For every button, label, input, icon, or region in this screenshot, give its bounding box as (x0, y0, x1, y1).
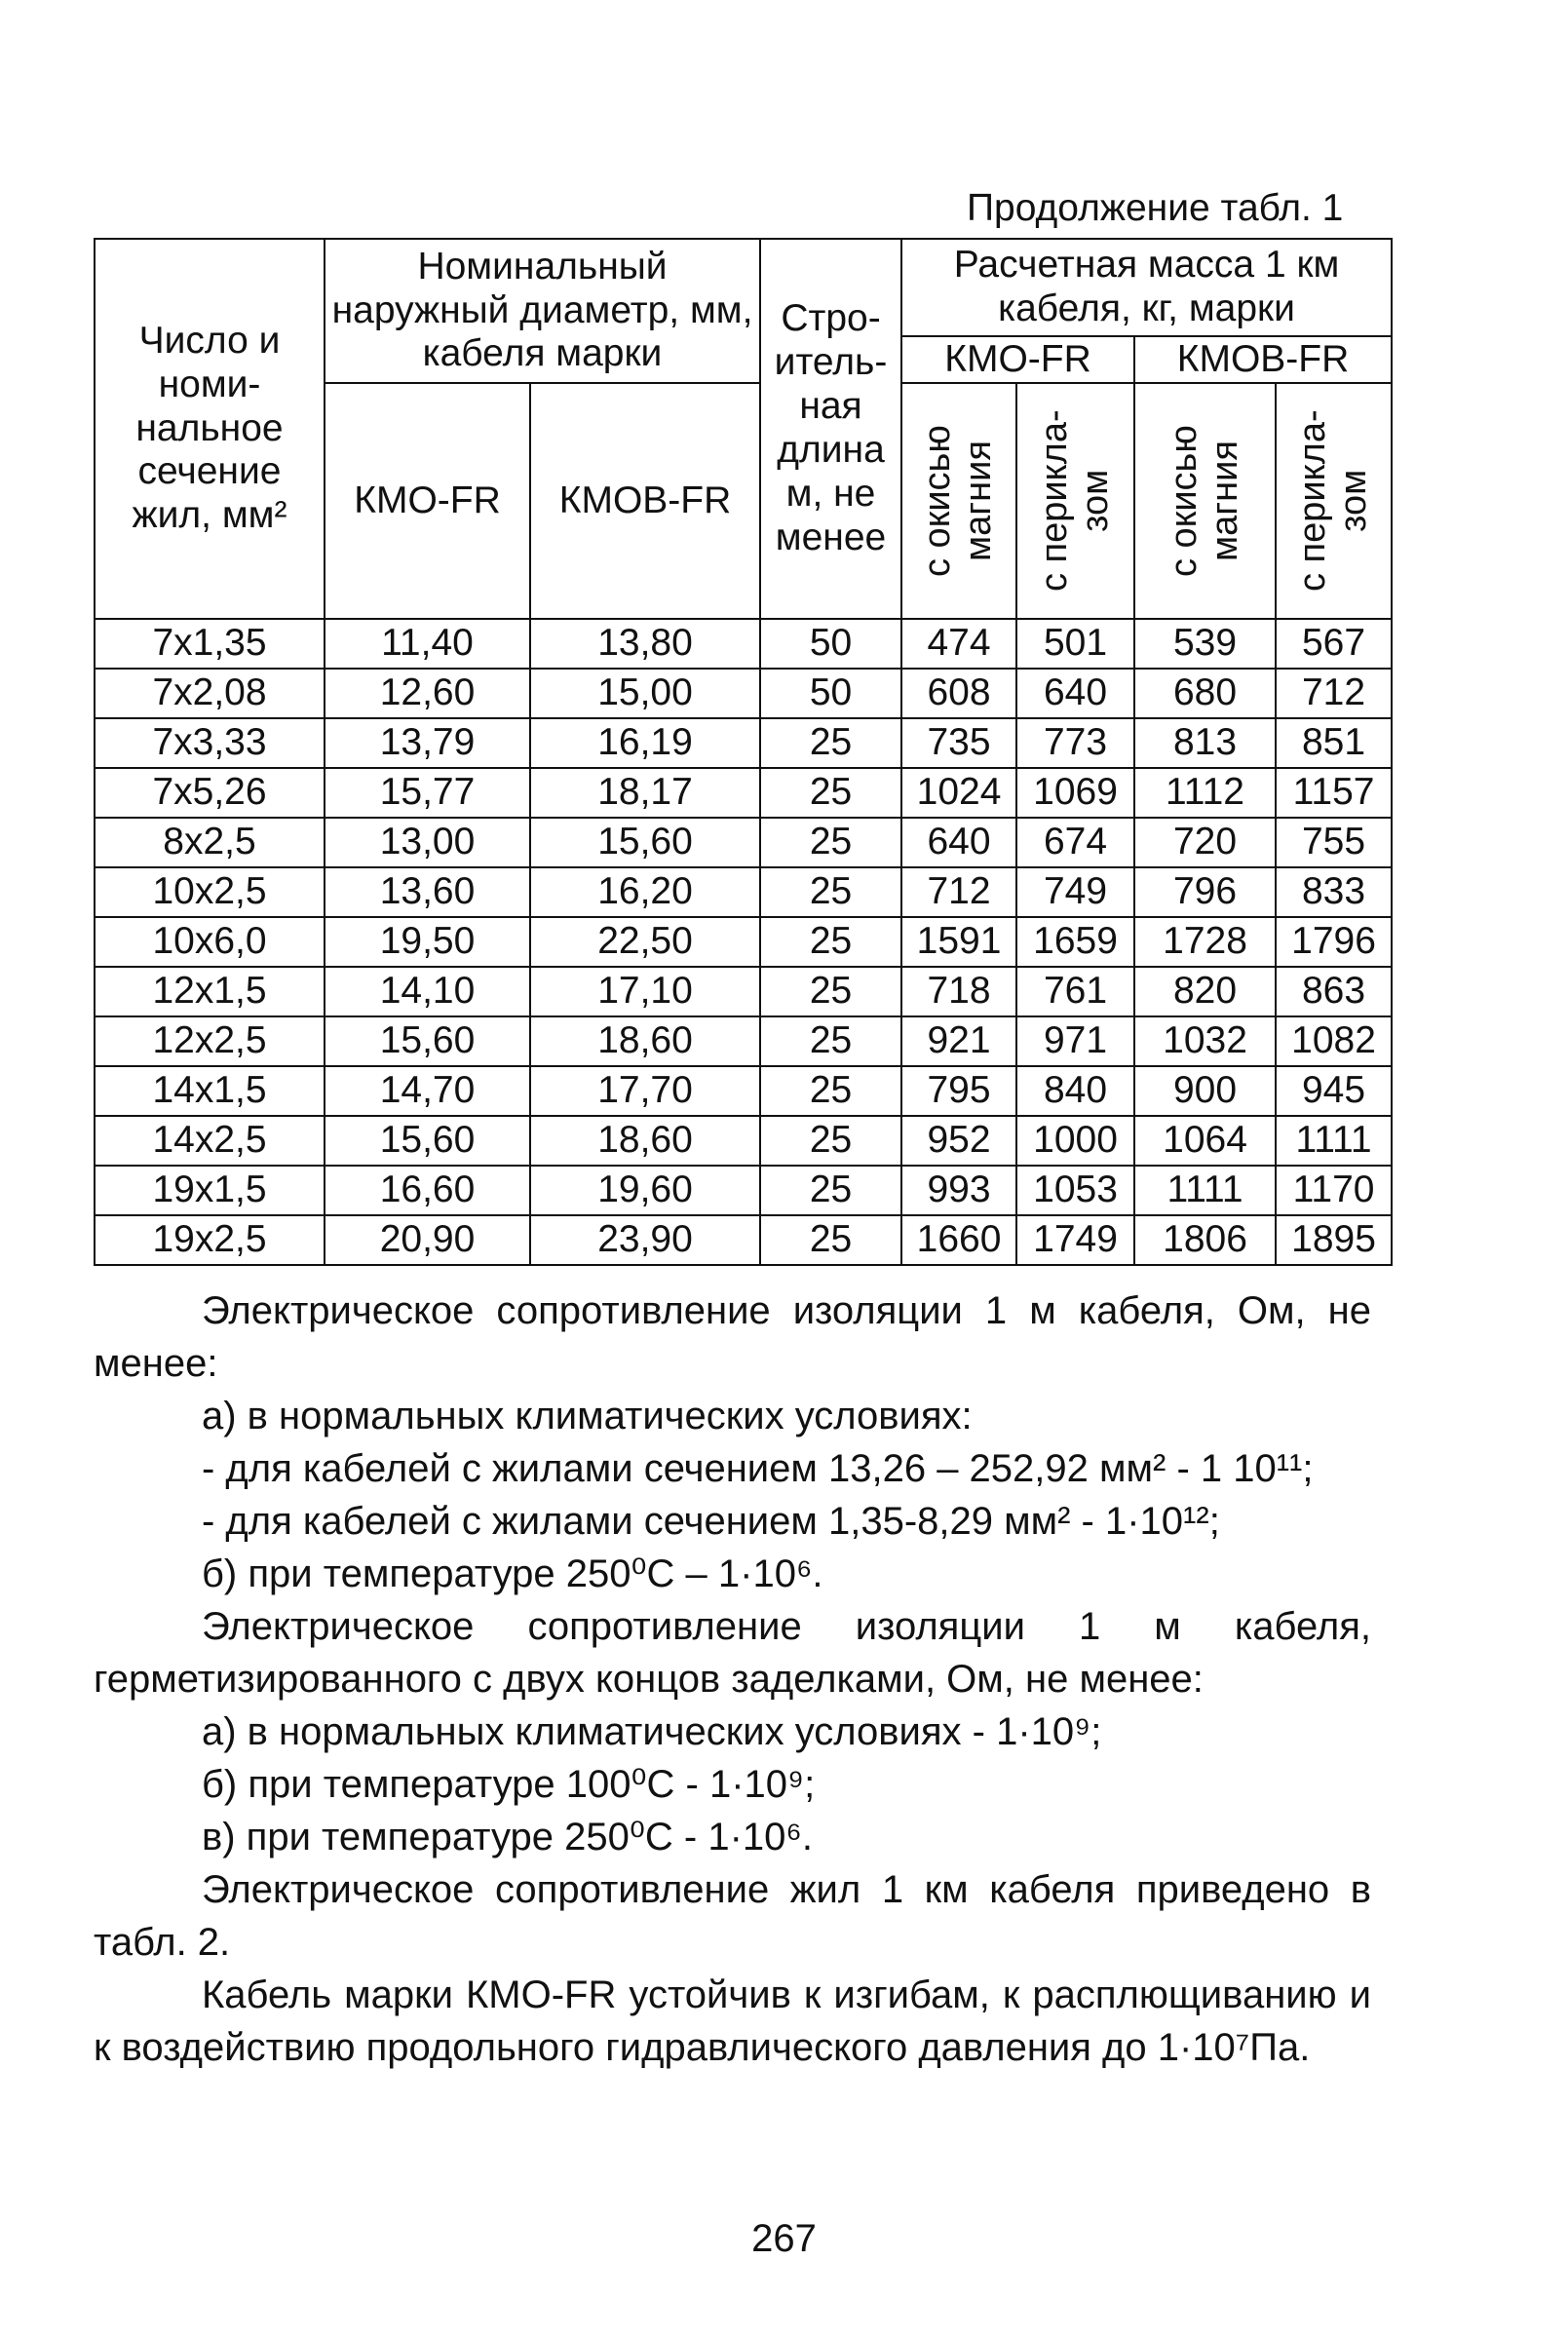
cell: 25 (760, 818, 901, 867)
cell: 12х2,5 (95, 1016, 325, 1066)
table-row (95, 867, 1392, 917)
cell: 1082 (1276, 1016, 1392, 1066)
table-row (95, 917, 1392, 967)
header-mgo-kmo-text: с окисью магния (917, 425, 1000, 577)
cell: 1660 (901, 1215, 1016, 1265)
cell: 1157 (1276, 768, 1392, 818)
cell: 10х2,5 (95, 867, 325, 917)
cell: 851 (1276, 718, 1392, 768)
table-row (95, 1215, 1392, 1265)
cell: 1000 (1016, 1116, 1134, 1166)
cell: 22,50 (530, 917, 760, 967)
cell: 25 (760, 1016, 901, 1066)
cell: 945 (1276, 1066, 1392, 1116)
cell: 820 (1134, 967, 1276, 1016)
cell: 7х1,35 (95, 619, 325, 669)
paragraph: Электрическое сопротивление изоляции 1 м кабеля, Ом, не менее: (94, 1289, 1371, 1385)
cell: 50 (760, 669, 901, 718)
table-row (95, 619, 1392, 669)
cell: 25 (760, 967, 901, 1016)
cell: 25 (760, 867, 901, 917)
cell: 1111 (1276, 1116, 1392, 1166)
cell: 608 (901, 669, 1016, 718)
cell: 813 (1134, 718, 1276, 768)
cell: 14х1,5 (95, 1066, 325, 1116)
cell: 1112 (1134, 768, 1276, 818)
cell: 761 (1016, 967, 1134, 1016)
cell: 773 (1016, 718, 1134, 768)
table-row (95, 718, 1392, 768)
cell: 1749 (1016, 1215, 1134, 1265)
cell: 680 (1134, 669, 1276, 718)
cell: 1064 (1134, 1116, 1276, 1166)
paragraph: б) при температуре 250⁰С – 1·10⁶. (202, 1552, 823, 1595)
table-row (95, 818, 1392, 867)
cell: 19,60 (530, 1166, 760, 1215)
header-mass: Расчетная масса 1 км кабеля, кг, марки (901, 239, 1392, 336)
cell: 720 (1134, 818, 1276, 867)
cell: 18,60 (530, 1116, 760, 1166)
table-row (95, 1166, 1392, 1215)
page-number: 267 (751, 2217, 817, 2260)
paragraph: - для кабелей с жилами сечением 1,35-8,29 мм² - 1·10¹²; (202, 1500, 1220, 1543)
cell: 7х3,33 (95, 718, 325, 768)
header-mgo-kmob (1134, 383, 1276, 619)
cell: 1111 (1134, 1166, 1276, 1215)
cell: 15,60 (325, 1016, 530, 1066)
cell: 18,60 (530, 1016, 760, 1066)
cell: 1806 (1134, 1215, 1276, 1265)
cell: 16,20 (530, 867, 760, 917)
cell: 15,00 (530, 669, 760, 718)
cell: 7х5,26 (95, 768, 325, 818)
cell: 25 (760, 718, 901, 768)
cell: 25 (760, 1066, 901, 1116)
cell: 1024 (901, 768, 1016, 818)
cell: 971 (1016, 1016, 1134, 1066)
cell: 796 (1134, 867, 1276, 917)
cell: 13,60 (325, 867, 530, 917)
cell: 25 (760, 768, 901, 818)
table-row (95, 768, 1392, 818)
header-periclase-kmob-text: с перикла-зом (1291, 409, 1374, 593)
cell: 14х2,5 (95, 1116, 325, 1166)
cell: 539 (1134, 619, 1276, 669)
paragraph: а) в нормальных климатических условиях: (202, 1395, 973, 1437)
cell: 13,80 (530, 619, 760, 669)
cell: 23,90 (530, 1215, 760, 1265)
cell: 1170 (1276, 1166, 1392, 1215)
cell: 19,50 (325, 917, 530, 967)
paragraph: - для кабелей с жилами сечением 13,26 – 252,92 мм² - 1 10¹¹; (202, 1447, 1314, 1490)
cable-table (94, 238, 1393, 1266)
cell: 900 (1134, 1066, 1276, 1116)
table-caption: Продолжение табл. 1 (967, 187, 1344, 229)
cell: 1053 (1016, 1166, 1134, 1215)
cell: 20,90 (325, 1215, 530, 1265)
cell: 712 (1276, 669, 1392, 718)
header-periclase-kmo (1016, 383, 1134, 619)
table-row (95, 1016, 1392, 1066)
cell: 863 (1276, 967, 1392, 1016)
cell: 474 (901, 619, 1016, 669)
header-periclase-kmob (1276, 383, 1392, 619)
cell: 567 (1276, 619, 1392, 669)
cell: 25 (760, 1215, 901, 1265)
table-row (95, 669, 1392, 718)
paragraph: Кабель марки КМО-FR устойчив к изгибам, к расплющиванию и к воздействию продольного гидравлического давления до 1·10⁷Па. (94, 1973, 1371, 2069)
cell: 19х2,5 (95, 1215, 325, 1265)
cell: 1032 (1134, 1016, 1276, 1066)
header-diameter: Номинальный наружный диаметр, мм, кабеля марки (325, 239, 760, 383)
cell: 1659 (1016, 917, 1134, 967)
cell: 13,79 (325, 718, 530, 768)
cell: 7х2,08 (95, 669, 325, 718)
cell: 10х6,0 (95, 917, 325, 967)
cell: 17,70 (530, 1066, 760, 1116)
cell: 921 (901, 1016, 1016, 1066)
table-row (95, 967, 1392, 1016)
paragraph: б) при температуре 100⁰С - 1·10⁹; (202, 1763, 816, 1806)
cell: 795 (901, 1066, 1016, 1116)
cell: 18,17 (530, 768, 760, 818)
cell: 12,60 (325, 669, 530, 718)
cell: 749 (1016, 867, 1134, 917)
header-mgo-kmo (901, 383, 1016, 619)
cell: 25 (760, 1116, 901, 1166)
cell: 11,40 (325, 619, 530, 669)
body-text (94, 1284, 1371, 2074)
cell: 712 (901, 867, 1016, 917)
cell: 16,19 (530, 718, 760, 768)
header-mgo-kmob-text: с окисью магния (1163, 425, 1245, 577)
cell: 833 (1276, 867, 1392, 917)
cell: 993 (901, 1166, 1016, 1215)
cell: 501 (1016, 619, 1134, 669)
cell: 25 (760, 917, 901, 967)
cell: 19х1,5 (95, 1166, 325, 1215)
paragraph: Электрическое сопротивление изоляции 1 м кабеля, герметизированного с двух концов заделками, Ом, не менее: (94, 1605, 1371, 1701)
cell: 15,60 (530, 818, 760, 867)
paragraph: в) при температуре 250⁰С - 1·10⁶. (202, 1816, 813, 1858)
table-row (95, 1066, 1392, 1116)
cell: 14,70 (325, 1066, 530, 1116)
header-periclase-kmo-text: с перикла-зом (1033, 409, 1116, 593)
cell: 718 (901, 967, 1016, 1016)
cell: 14,10 (325, 967, 530, 1016)
header-length: Стро-итель-ная длина м, не менее (760, 239, 901, 619)
paragraph: а) в нормальных климатических условиях - 1·10⁹; (202, 1710, 1102, 1753)
cell: 735 (901, 718, 1016, 768)
cell: 8х2,5 (95, 818, 325, 867)
header-diameter-kmo: КМО-FR (325, 383, 530, 619)
cell: 17,10 (530, 967, 760, 1016)
cell: 25 (760, 1166, 901, 1215)
header-section: Число и номи-нальное сечение жил, мм² (95, 239, 325, 619)
cell: 50 (760, 619, 901, 669)
cell: 12х1,5 (95, 967, 325, 1016)
paragraph: Электрическое сопротивление жил 1 км кабеля приведено в табл. 2. (94, 1868, 1371, 1964)
cell: 1796 (1276, 917, 1392, 967)
cell: 1591 (901, 917, 1016, 967)
cell: 640 (1016, 669, 1134, 718)
header-mass-kmob: КМОВ-FR (1134, 336, 1392, 383)
cell: 1895 (1276, 1215, 1392, 1265)
cell: 16,60 (325, 1166, 530, 1215)
cell: 1728 (1134, 917, 1276, 967)
cell: 13,00 (325, 818, 530, 867)
cell: 640 (901, 818, 1016, 867)
cell: 15,77 (325, 768, 530, 818)
cell: 15,60 (325, 1116, 530, 1166)
cell: 1069 (1016, 768, 1134, 818)
table-row (95, 1116, 1392, 1166)
cell: 674 (1016, 818, 1134, 867)
cell: 755 (1276, 818, 1392, 867)
cell: 840 (1016, 1066, 1134, 1116)
header-diameter-kmob: КМОВ-FR (530, 383, 760, 619)
header-mass-kmo: КМО-FR (901, 336, 1134, 383)
cell: 952 (901, 1116, 1016, 1166)
